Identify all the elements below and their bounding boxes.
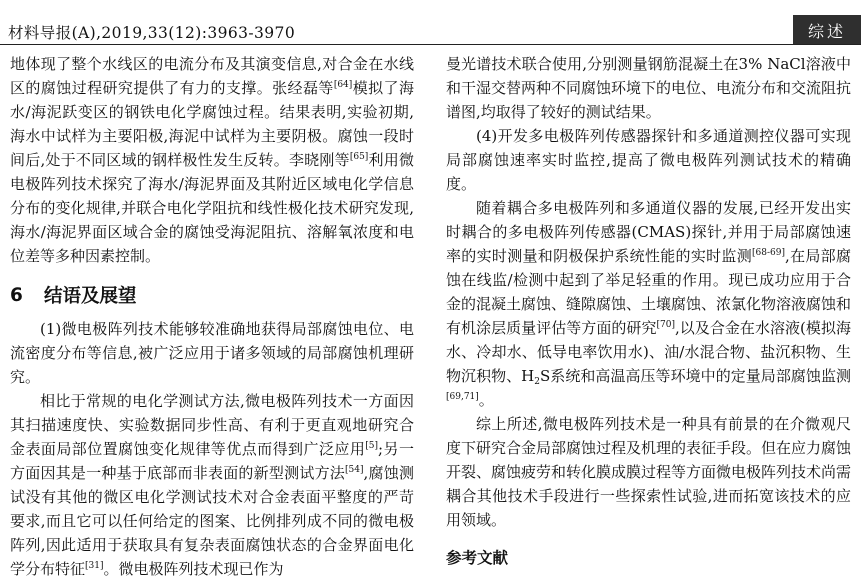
references-heading: 参考文献: [446, 549, 509, 567]
journal-citation: 材料导报(A),2019,33(12):3963-3970: [8, 24, 296, 42]
citation-ref: [70]: [656, 320, 675, 330]
right-column: [446, 52, 851, 568]
right-paragraph-2: (4)开发多电极阵列传感器探针和多通道测控仪器可实现局部腐蚀速率实时监控,提高了微电极阵列测试技术的精确度。: [446, 127, 851, 193]
section-heading: [10, 282, 414, 308]
citation-ref: [65]: [349, 152, 369, 162]
subscript: 2: [534, 377, 540, 387]
section-badge: 综述: [793, 15, 861, 45]
citation-ref: [31]: [85, 561, 104, 571]
citation-ref: [64]: [333, 80, 353, 90]
right-paragraph-4: 综上所述,微电极阵列技术是一种具有前景的在介微观尺度下研究合金局部腐蚀过程及机理的表征手段。但在应力腐蚀开裂、腐蚀疲劳和转化膜成膜过程等方面微电极阵列技术尚需耦合其他技术手段进行一些探索性试验,进而拓宽该技术的应用领域。: [446, 415, 852, 529]
left-paragraph-3: 相比于常规的电化学测试方法,微电极阵列技术一方面因其扫描速度快、实验数据同步性高、有利于更直观地研究合金表面局部位置腐蚀变化规律等优点而得到广泛应用[5];另一方面因其是一种基于底部而非表面的新型测试方法[54],腐蚀测试没有其他的微区电化学测试技术对合金表面平整度的严苛要求,而且它可以任何给定的图案、比例排列成不同的微电极阵列,因此适用于获取具有复杂表面腐蚀状态的合金界面电化学分布特征[31]。微电极阵列技术现已作为: [10, 392, 414, 578]
left-column: [10, 52, 414, 581]
section-title: 结语及展望: [44, 286, 137, 307]
right-paragraph-3: 随着耦合多电极阵列和多通道仪器的发展,已经开发出实时耦合的多电极阵列传感器(CMAS)探针,并用于局部腐蚀速率的实时测量和阴极保护系统性能的实时监测[68-69],在局部腐蚀在线监/检测中起到了举足轻重的作用。现已成功应用于合金的混凝土腐蚀、缝隙腐蚀、土壤腐蚀、浓氯化物溶液腐蚀和有机涂层质量评估等方面的研究[70],以及合金在水溶液(模拟海水、冷却水、低导电率饮用水)、油/水混合物、盐沉积物、生物沉积物、$H_2S$系统和高温高压等环境中的定量局部腐蚀监测[69,71]。: [446, 199, 852, 409]
left-paragraph-2: (1)微电极阵列技术能够较准确地获得局部腐蚀电位、电流密度分布等信息,被广泛应用于诸多领域的局部腐蚀机理研究。: [10, 320, 414, 386]
citation-ref: [54]: [345, 465, 364, 475]
left-paragraph-1: 地体现了整个水线区的电流分布及其演变信息,对合金在水线区的腐蚀过程研究提供了有力的支撑。张经磊等[64]模拟了海水/海泥跃变区的钢铁电化学腐蚀过程。结果表明,实验初期,海水中试样为主要阳极,海泥中试样为主要阴极。腐蚀一段时间后,处于不同区域的钢样极性发生反转。李晓刚等[65]利用微电极阵列技术探究了海水/海泥界面及其附近区域电化学信息分布的变化规律,并联合电化学阻抗和线性极化技术研究发现,海水/海泥界面区域合金的腐蚀受海泥阻抗、溶解氧浓度和电位差等多种因素控制。: [10, 55, 414, 265]
citation-ref: [68-69]: [752, 248, 785, 258]
citation-ref: [69,71]: [446, 392, 479, 402]
section-number: 6: [10, 284, 23, 306]
citation-ref: [5]: [365, 441, 379, 451]
right-paragraph-1: 曼光谱技术联合使用,分别测量钢筋混凝土在3% NaCl溶液中和干湿交替两种不同腐蚀环境下的电位、电流分布和交流阻抗谱图,均取得了较好的测试结果。: [446, 55, 852, 121]
header-divider: [0, 44, 861, 45]
